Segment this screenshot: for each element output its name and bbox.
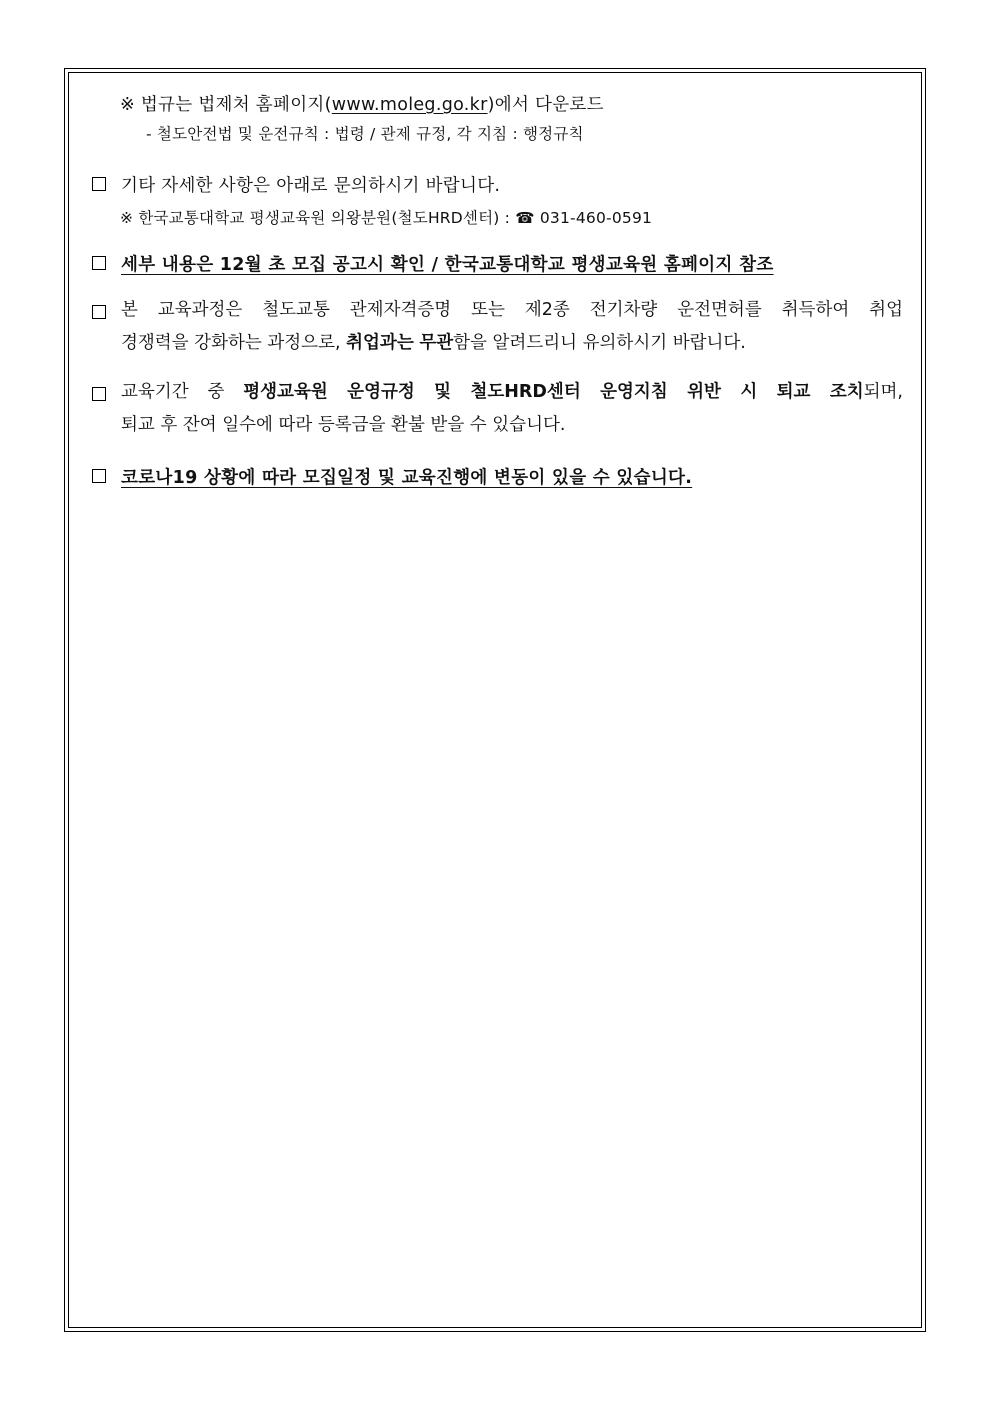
expulsion-line-2: 퇴교 후 잔여 일수에 따라 등록금을 환불 받을 수 있습니다. (121, 415, 566, 435)
phone-icon: ☎ (515, 209, 535, 227)
reference-text-end: )에서 다운로드 (487, 95, 604, 115)
phone-number: 031-460-0591 (539, 209, 653, 227)
course-purpose-paragraph (121, 294, 903, 327)
expulsion-text-end: 되며, (863, 382, 903, 402)
course-purpose-line-1: 본 교육과정은 철도교통 관제자격증명 또는 제2종 전기차량 운전면허를 취득하여 취업 (121, 300, 903, 320)
inquiry-text: 기타 자세한 사항은 아래로 문의하시기 바랍니다. (121, 176, 501, 196)
unrelated-bold: 무관 (419, 333, 454, 353)
reference-text: 법규는 법제처 홈페이지( (140, 95, 332, 115)
checkbox-bullet (92, 469, 106, 483)
note-mark: ※ (120, 209, 134, 227)
expulsion-bold: 평생교육원 운영규정 및 철도HRD센터 운영지침 위반 시 퇴교 조치 (243, 382, 864, 402)
course-purpose-line-2 (121, 327, 903, 360)
employment-bold: 취업과는 (346, 333, 414, 353)
law-reference-line (120, 91, 604, 116)
checkbox-bullet (92, 177, 106, 191)
expulsion-line-1 (121, 376, 903, 409)
detail-notice-text: 세부 내용은 12월 초 모집 공고시 확인 / 한국교통대학교 평생교육원 홈페이지 참조 (121, 255, 774, 275)
course-purpose-text: 경쟁력을 강화하는 과정으로, (121, 333, 347, 353)
contact-note (120, 206, 652, 228)
reference-mark: ※ (120, 95, 135, 115)
covid-notice-text: 코로나19 상황에 따라 모집일정 및 교육진행에 변동이 있을 수 있습니다. (121, 468, 693, 488)
law-reference-detail: - 철도안전법 및 운전규칙 : 법령 / 관제 규정, 각 지침 : 행정규칙 (146, 125, 584, 143)
checkbox-bullet (92, 387, 106, 401)
expulsion-text: 교육기간 중 (121, 382, 244, 402)
moleg-link[interactable]: www.moleg.go.kr (331, 95, 488, 115)
checkbox-bullet (92, 305, 106, 319)
contact-label: 한국교통대학교 평생교육원 의왕분원(철도HRD센터) : (138, 209, 511, 227)
course-purpose-text-end: 함을 알려드리니 유의하시기 바랍니다. (453, 333, 746, 353)
covid-notice (121, 464, 692, 489)
checkbox-bullet (92, 256, 106, 270)
detail-notice (121, 251, 774, 276)
